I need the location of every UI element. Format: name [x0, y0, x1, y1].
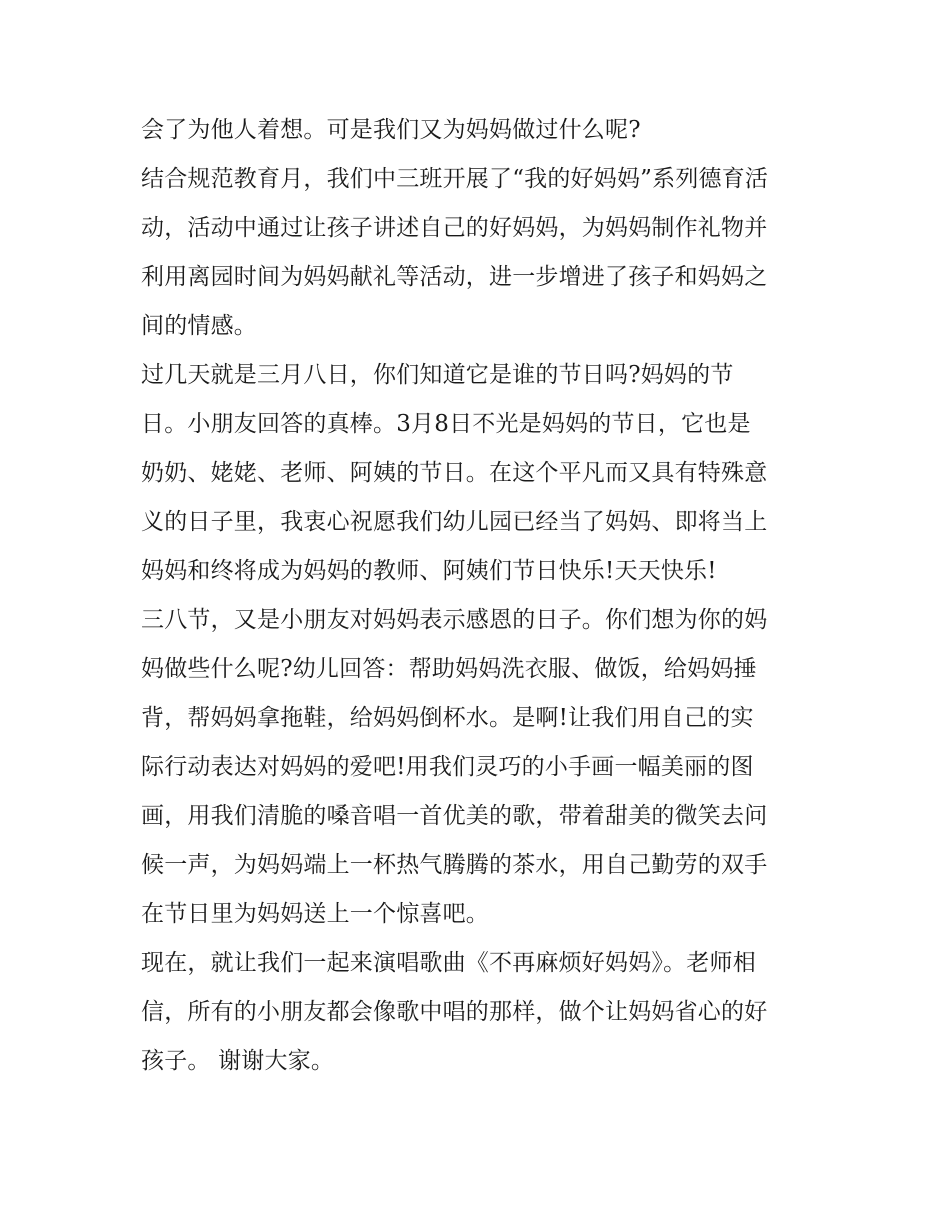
text-line: 现在，就让我们一起来演唱歌曲《不再麻烦好妈妈》。老师相: [141, 950, 756, 976]
text-line: 候一声，为妈妈端上一杯热气腾腾的茶水，用自己勤劳的双手: [141, 852, 768, 878]
text-line: 在节日里为妈妈送上一个惊喜吧。: [141, 901, 489, 927]
text-line: 动，活动中通过让孩子讲述自己的好妈妈，为妈妈制作礼物并: [141, 215, 768, 241]
text-line: 妈做些什么呢?幼儿回答：帮助妈妈洗衣服、做饭，给妈妈捶: [141, 656, 757, 682]
text-line: 间的情感。: [141, 313, 257, 339]
document-body: [141, 106, 821, 1086]
text-line: 三八节，又是小朋友对妈妈表示感恩的日子。你们想为你的妈: [141, 607, 768, 633]
text-line: 结合规范教育月，我们中三班开展了“我的好妈妈”系列德育活: [141, 166, 769, 192]
text-line: 过几天就是三月八日，你们知道它是谁的节日吗?妈妈的节: [141, 362, 734, 388]
text-line: 信，所有的小朋友都会像歌中唱的那样，做个让妈妈省心的好: [141, 999, 768, 1025]
text-line: 奶奶、姥姥、老师、阿姨的节日。在这个平凡而又具有特殊意: [141, 460, 768, 486]
text-line: 会了为他人着想。可是我们又为妈妈做过什么呢?: [141, 117, 641, 143]
text-line: 妈妈和终将成为妈妈的教师、阿姨们节日快乐!天天快乐!: [141, 558, 717, 584]
text-line: 背，帮妈妈拿拖鞋，给妈妈倒杯水。是啊!让我们用自己的实: [141, 705, 754, 731]
text-line: 日。小朋友回答的真棒。3月8日不光是妈妈的节日，它也是: [141, 411, 751, 437]
text-line: 孩子。 谢谢大家。: [141, 1048, 335, 1074]
text-line: 利用离园时间为妈妈献礼等活动，进一步增进了孩子和妈妈之: [141, 264, 768, 290]
text-line: 际行动表达对妈妈的爱吧!用我们灵巧的小手画一幅美丽的图: [141, 754, 754, 780]
text-line: 画，用我们清脆的嗓音唱一首优美的歌，带着甜美的微笑去问: [141, 803, 768, 829]
text-line: 义的日子里，我衷心祝愿我们幼儿园已经当了妈妈、即将当上: [141, 509, 768, 535]
